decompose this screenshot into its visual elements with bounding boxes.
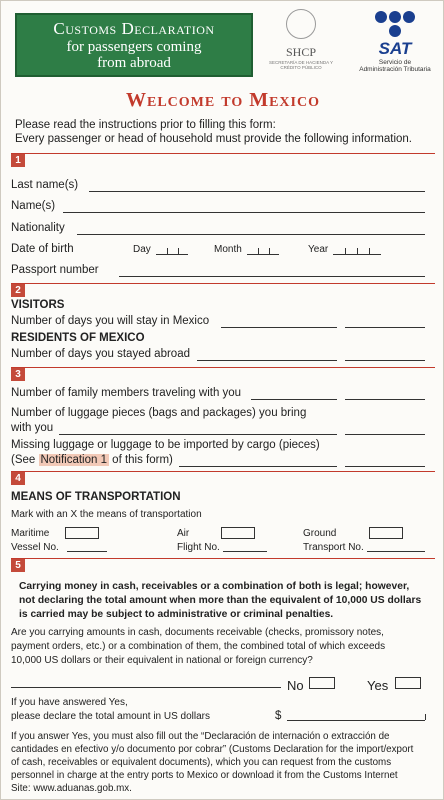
- luggage-box[interactable]: [345, 434, 425, 435]
- year-field[interactable]: [333, 254, 381, 255]
- footnote-4: personnel in charge at the entry ports to Mexico or download it from the Customs Internet: [11, 770, 398, 781]
- dob-label: Date of birth: [11, 243, 74, 255]
- sat-logo: [353, 11, 437, 73]
- missing-label-2: [11, 454, 173, 466]
- section-2-bar: [11, 283, 435, 298]
- intro-text: [15, 118, 439, 146]
- amount-tick: [425, 714, 426, 720]
- maritime-label: Maritime: [11, 528, 50, 539]
- title-line-2: for passengers coming: [66, 39, 202, 55]
- day-field[interactable]: [156, 254, 188, 255]
- section-2-number: 2: [11, 284, 25, 297]
- notification-1-link: Notification 1: [40, 454, 107, 466]
- cash-warning-1: Carrying money in cash, receivables or a combination of both is legal; however,: [19, 581, 410, 592]
- transport-no-label: Transport No.: [303, 542, 364, 553]
- visitors-days-box[interactable]: [345, 327, 425, 328]
- visitors-question: Number of days you will stay in Mexico: [11, 315, 210, 327]
- intro-line-1: Please read the instructions prior to filling this form:: [15, 119, 276, 131]
- day-tick: [167, 248, 168, 254]
- residents-days-box[interactable]: [345, 360, 425, 361]
- nationality-field[interactable]: [77, 234, 425, 235]
- residents-days-field[interactable]: [197, 360, 337, 361]
- section-1-bar: [11, 153, 435, 168]
- yes-checkbox[interactable]: [395, 677, 421, 689]
- residents-question: Number of days you stayed abroad: [11, 348, 190, 360]
- section-4-number: 4: [11, 472, 25, 485]
- section-3-bar: [11, 367, 435, 382]
- luggage-label-1: Number of luggage pieces (bags and packages) you bring: [11, 407, 307, 419]
- last-name-label: Last name(s): [11, 179, 79, 191]
- form-title-box: [15, 13, 253, 77]
- maritime-checkbox[interactable]: [65, 527, 99, 539]
- shcp-sub: SECRETARÍA DE HACIENDA Y CRÉDITO PÚBLICO: [268, 60, 334, 70]
- last-name-field[interactable]: [89, 191, 425, 192]
- missing-field[interactable]: [179, 466, 337, 467]
- footnote-5: Site: www.aduanas.gob.mx.: [11, 783, 132, 794]
- passport-field[interactable]: [119, 276, 425, 277]
- cash-question-2: payment orders, etc.) or a combination of them, the combined total of which exceeds: [11, 641, 386, 652]
- visitors-heading: VISITORS: [11, 299, 65, 311]
- cash-warning-2: not declaring the total amount when more than the equivalent of 10,000 US dollars: [19, 595, 422, 606]
- section-5-number: 5: [11, 559, 25, 572]
- family-field[interactable]: [251, 399, 337, 400]
- name-label: Name(s): [11, 200, 56, 212]
- year-tick: [357, 248, 358, 254]
- family-box[interactable]: [345, 399, 425, 400]
- month-tick: [258, 248, 259, 254]
- day-tick: [178, 248, 179, 254]
- sat-abbr: SAT: [378, 39, 412, 58]
- family-label: Number of family members traveling with you: [11, 387, 242, 399]
- title-line-1: Customs Declaration: [53, 19, 215, 38]
- month-field[interactable]: [247, 254, 279, 255]
- visitors-days-field[interactable]: [221, 327, 337, 328]
- luggage-field[interactable]: [59, 434, 337, 435]
- day-label: Day: [133, 244, 151, 255]
- no-label: No: [287, 678, 304, 693]
- nationality-label: Nationality: [11, 222, 65, 234]
- sat-dots-icon: [375, 11, 415, 37]
- residents-heading: RESIDENTS OF MEXICO: [11, 332, 145, 344]
- dollar-sign: $: [275, 710, 282, 722]
- eagle-seal-icon: [286, 9, 316, 39]
- missing-see-text: (See: [11, 454, 39, 466]
- no-checkbox[interactable]: [309, 677, 335, 689]
- intro-line-2: Every passenger or head of household must provide the following information.: [15, 133, 412, 145]
- transport-heading: MEANS OF TRANSPORTATION: [11, 491, 181, 503]
- month-tick: [269, 248, 270, 254]
- vessel-label: Vessel No.: [11, 542, 59, 553]
- shcp-abbr: SHCP: [285, 45, 317, 59]
- ground-checkbox[interactable]: [369, 527, 403, 539]
- title-line-3: from abroad: [97, 55, 171, 71]
- transport-no-field[interactable]: [367, 551, 425, 552]
- yes-label: Yes: [367, 678, 389, 693]
- passport-label: Passport number: [11, 264, 99, 276]
- if-yes-1: If you have answered Yes,: [11, 697, 128, 708]
- footnote-1: If you answer Yes, you must also fill out the “Declaración de internación o extracción de: [11, 731, 390, 742]
- cash-question-3: 10,000 US dollars or their equivalent in national or foreign currency?: [11, 655, 313, 666]
- missing-form-text: of this form): [108, 454, 173, 466]
- missing-label-1: Missing luggage or luggage to be imported by cargo (pieces): [11, 439, 320, 451]
- section-1-number: 1: [11, 154, 25, 167]
- section-5-bar: [11, 558, 435, 573]
- air-checkbox[interactable]: [221, 527, 255, 539]
- year-tick: [345, 248, 346, 254]
- missing-box[interactable]: [345, 466, 425, 467]
- footnote-3: of cash, receivables or equivalent documents), which you can request from the customs: [11, 757, 392, 768]
- if-yes-2: please declare the total amount in US dollars: [11, 711, 211, 722]
- shcp-logo: [265, 9, 337, 70]
- cash-question-1: Are you carrying amounts in cash, documents receivable (checks, promissory notes,: [11, 627, 384, 638]
- vessel-field[interactable]: [67, 551, 107, 552]
- flight-field[interactable]: [223, 551, 267, 552]
- luggage-label-2: with you: [11, 422, 54, 434]
- amount-field[interactable]: [287, 720, 425, 721]
- year-tick: [369, 248, 370, 254]
- sat-sub-2: Administración Tributaria: [359, 66, 431, 73]
- year-label: Year: [308, 244, 329, 255]
- section-3-number: 3: [11, 368, 25, 381]
- name-field[interactable]: [63, 212, 425, 213]
- flight-label: Flight No.: [177, 542, 220, 553]
- air-label: Air: [177, 528, 190, 539]
- ground-label: Ground: [303, 528, 337, 539]
- footnote-2: cantidades en efectivo y/o documento por cobrar” (Customs Declaration for the import/export: [11, 744, 414, 755]
- section-4-bar: [11, 471, 435, 486]
- month-label: Month: [214, 244, 242, 255]
- cash-warning-3: is carried may be subject to administrative or criminal penalties.: [19, 609, 334, 620]
- form-header: [1, 1, 444, 87]
- welcome-heading: Welcome to Mexico: [126, 89, 320, 111]
- sat-sub-1: Servicio de: [378, 59, 412, 66]
- cash-answer-line: [11, 687, 281, 688]
- transport-instruction: Mark with an X the means of transportation: [11, 509, 202, 520]
